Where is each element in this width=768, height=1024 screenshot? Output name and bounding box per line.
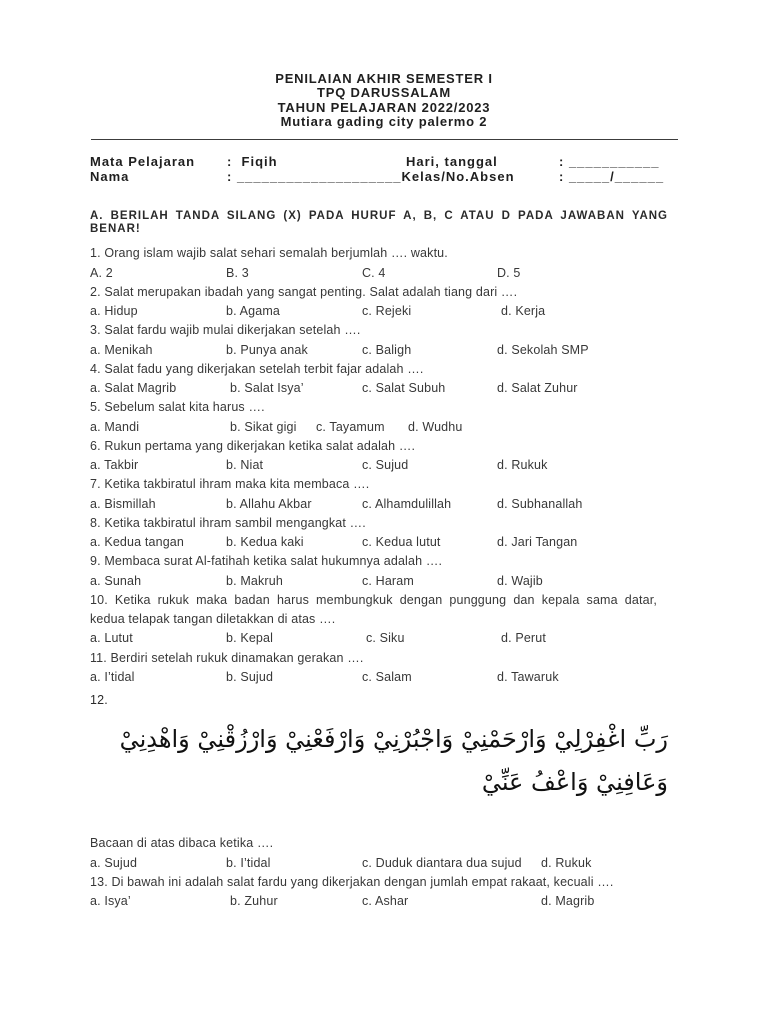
option-b: b. I’tidal [226,855,271,870]
option-c: c. Haram [362,573,414,588]
option-b: b. Niat [226,458,264,473]
option-a: a. Sujud [90,855,138,870]
arabic-prayer-line: رَبِّ اغْفِرْلِيْ وَارْحَمْنِيْ وَاجْبُرْنِيْ وَارْفَعْنِيْ وَارْزُقْنِيْ وَاهْدِنِيْ [119,725,668,753]
question-4-options [90,379,678,398]
question-5-text: 5. Sebelum salat kita harus …. [90,400,265,415]
name-class-group [227,169,515,184]
option-d: d. Salat Zuhur [497,381,578,396]
academic-year: TAHUN PELAJARAN 2022/2023 [277,99,491,115]
option-b: b. Allahu Akbar [226,496,312,511]
option-d: d. Subhanallah [497,496,583,511]
question-4-text: 4. Salat fadu yang dikerjakan setelah terbit fajar adalah …. [90,361,424,376]
date-label: Hari, tanggal [406,153,498,169]
question-11-options [90,668,678,687]
question-12-number: 12. [90,693,108,707]
option-d: d. Sekolah SMP [497,342,589,357]
name-field: : ____________________ [227,168,402,184]
question-9-options [90,572,678,591]
question-2-options [90,302,678,321]
option-b: b. Sujud [226,669,274,684]
name-label: Nama [90,168,130,184]
arabic-prayer-text [90,718,668,804]
class-absen-field: : _____/______ [559,168,665,184]
question-10-text-line: 10. Ketika rukuk maka badan harus membungkuk dengan punggung dan kepala sama datar, [90,592,657,607]
arabic-prayer-line: وَعَافِنِيْ وَاعْفُ عَنِّيْ [481,768,668,796]
date-field: : ___________ [559,153,660,169]
question-11-text: 11. Berdiri setelah rukuk dinamakan gerakan …. [90,650,364,665]
option-a: a. Kedua tangan [90,535,184,550]
option-a: a. Salat Magrib [90,381,177,396]
option-a: A. 2 [90,265,113,280]
institution-name: TPQ DARUSSALAM [317,85,451,101]
option-b: b. Kedua kaki [226,535,304,550]
question-5-options [90,418,678,437]
option-a: a. Lutut [90,631,133,646]
option-c: c. Duduk diantara dua sujud [362,855,522,870]
class-label: Kelas/No.Absen [401,168,515,184]
question-6-text: 6. Rukun pertama yang dikerjakan ketika salat adalah …. [90,438,416,453]
option-c: c. Ashar [362,894,409,909]
header-divider [91,139,678,140]
option-d: d. Tawaruk [497,669,559,684]
info-row-subject [90,154,678,169]
option-b: b. Salat Isya’ [230,381,304,396]
exam-header [0,72,768,129]
option-d: D. 5 [497,265,521,280]
option-a: a. Mandi [90,419,140,434]
option-b: b. Zuhur [230,894,278,909]
question-list [90,244,678,687]
option-b: B. 3 [226,265,249,280]
option-c: c. Siku [366,631,405,646]
option-c: c. Baligh [362,342,412,357]
option-d: d. Jari Tangan [497,535,578,550]
option-b: b. Punya anak [226,342,308,357]
option-c: c. Salat Subuh [362,381,446,396]
option-a: a. Isya’ [90,894,131,909]
option-d: d. Perut [501,631,546,646]
question-1-text: 1. Orang islam wajib salat sehari semalah berjumlah …. waktu. [90,246,448,261]
instruction-line: A. BERILAH TANDA SILANG (X) PADA HURUF A, B, C ATAU D PADA JAWABAN YANG [90,209,668,222]
subject-label: Mata Pelajaran [90,153,196,169]
question-7-options [90,495,678,514]
question-10-options [90,629,678,648]
question-10-text-line: kedua telapak tangan diletakkan di atas …. [90,612,336,627]
question-1-options [90,264,678,283]
option-d: d. Magrib [541,894,595,909]
option-b: b. Sikat gigi [230,419,297,434]
student-info [90,154,678,184]
section-a-instruction [90,210,668,236]
question-12-options [90,854,678,873]
option-d: d. Kerja [501,304,546,319]
institution-address: Mutiara gading city palermo 2 [280,113,488,129]
option-c: c. Sujud [362,458,409,473]
question-13-options [90,892,678,911]
question-9-text: 9. Membaca surat Al-fatihah ketika salat hukumnya adalah …. [90,554,443,569]
option-d: d. Rukuk [541,855,592,870]
subject-value: : Fiqih [227,153,278,169]
question-3-text: 3. Salat fardu wajib mulai dikerjakan setelah …. [90,323,361,338]
question-2-text: 2. Salat merupakan ibadah yang sangat penting. Salat adalah tiang dari …. [90,284,518,299]
question-13-text: 13. Di bawah ini adalah salat fardu yang dikerjakan dengan jumlah empat rakaat, kecuali …. [90,874,614,889]
option-c: C. 4 [362,265,386,280]
info-row-name [90,169,678,184]
question-7-text: 7. Ketika takbiratul ihram maka kita membaca …. [90,477,370,492]
option-c: c. Salam [362,669,412,684]
option-a: a. Bismillah [90,496,156,511]
instruction-line: BENAR! [90,222,141,235]
option-d: d. Rukuk [497,458,548,473]
option-b: b. Makruh [226,573,283,588]
option-a: a. Menikah [90,342,153,357]
option-a: a. I’tidal [90,669,135,684]
exam-title: PENILAIAN AKHIR SEMESTER I [275,71,493,86]
question-12-prompt: Bacaan di atas dibaca ketika …. [90,836,274,851]
question-list-continued [90,834,678,911]
option-d: d. Wajib [497,573,543,588]
option-a: a. Takbir [90,458,139,473]
option-a: a. Sunah [90,573,142,588]
option-c: c. Alhamdulillah [362,496,452,511]
option-c: c. Tayamum [316,419,385,434]
option-c: c. Kedua lutut [362,535,441,550]
question-6-options [90,456,678,475]
option-a: a. Hidup [90,304,138,319]
option-c: c. Rejeki [362,304,412,319]
option-d: d. Wudhu [408,419,463,434]
question-8-text: 8. Ketika takbiratul ihram sambil mengangkat …. [90,515,366,530]
question-8-options [90,533,678,552]
option-b: b. Kepal [226,631,274,646]
question-3-options [90,341,678,360]
option-b: b. Agama [226,304,281,319]
